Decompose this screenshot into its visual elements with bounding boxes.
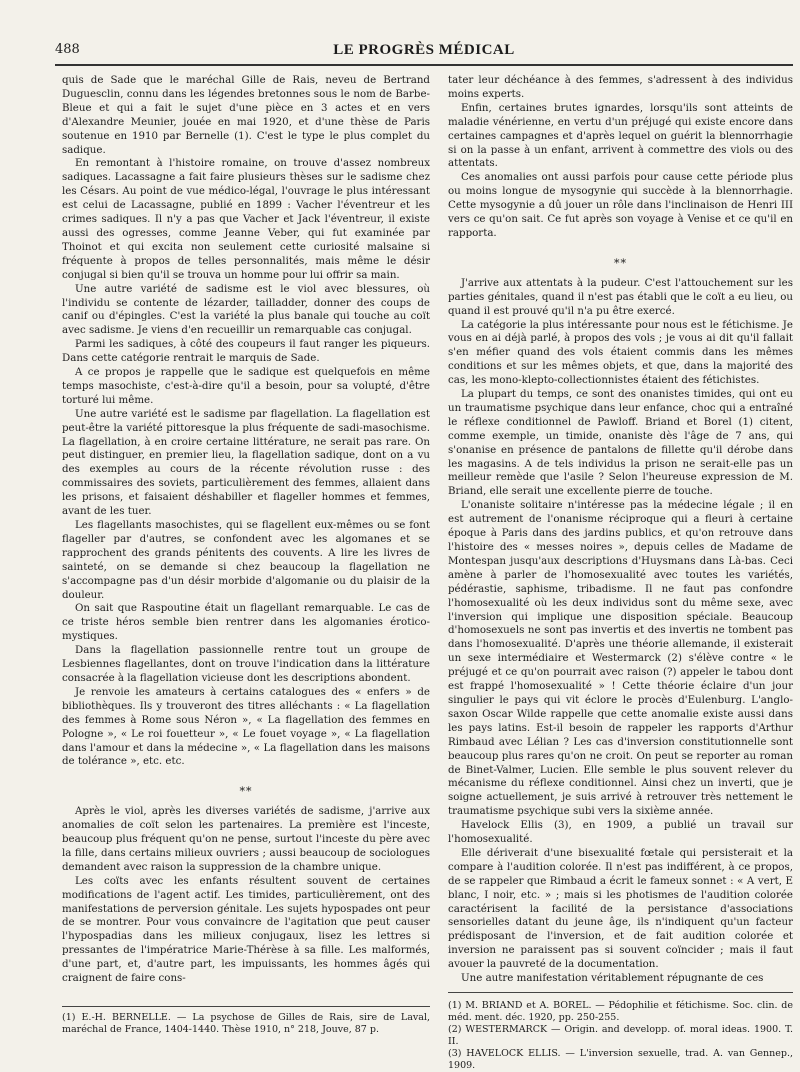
right-column <box>448 74 793 986</box>
paragraph: Je renvoie les amateurs à certains catalogues des « enfers » de bibliothèques. Ils y trouveront des titres alléchants : « La flagellation des femmes à Rome sous Néron », « La flagellation des femmes en Pologne », « Le roi fouetteur », « Le fouet voyage », « La flagellation dans l'amour et dans la médecine », « La flagellation dans les maisons de tolérance », etc. etc. <box>62 685 430 768</box>
header-rule <box>55 64 793 66</box>
paragraph: Dans la flagellation passionnelle rentre tout un groupe de Lesbiennes flagellantes, dont on trouve l'indication dans la littérature consacrée à la flagellation vicieuse dont les descriptions abondent. <box>62 644 430 684</box>
journal-title: LE PROGRÈS MÉDICAL <box>333 42 515 58</box>
paragraph: Havelock Ellis (3), en 1909, a publié un travail sur l'homosexualité. <box>448 819 793 846</box>
paragraph: A ce propos je rappelle que le sadique est quelquefois en même temps masochiste, c'est-à-dire qu'il a besoin, pour sa volupté, d'être torturé lui même. <box>62 366 430 406</box>
paragraph: L'onaniste solitaire n'intéresse pas la médecine légale ; il en est autrement de l'onanisme réciproque qui a fleuri à certaine époque à Paris dans des jardins publics, et qu'on retrouve dans l'histoire des « messes noires », depuis celles de Madame de Montespan jusqu'aux descriptions d'Huysmans dans Là-bas. Ceci amène à parler de l'homosexualité avec toutes les variétés, pédérastie, saphisme, tribadisme. Il ne faut pas confondre l'homosexualité où les deux individus sont du même sexe, avec l'inversion qui implique une disposition spéciale. Beaucoup d'homosexuels ne sont pas invertis et des invertis ne tombent pas dans l'homosexualité. D'après une théorie allemande, il existerait un sexe intermédiaire et Westermarck (2) s'élève contre « le préjugé et ce qu'on pourrait avec raison (?) appeler le tabou dont est frappé l'homosexualité » ! Cette théorie éclaire d'un jour singulier le pays qui vit éclore le procès d'Eulenburg. L'anglo-saxon Oscar Wilde rappelle que cette anomalie existe aussi dans les pays latins. Est-il besoin de rappeler les rapports d'Arthur Rimbaud avec Lélian ? Les cas d'inversion constitutionnelle sont beaucoup plus rares qu'on ne croit. On peut se reporter au roman de Binet-Valmer, Lucien. Elle semble le plus souvent relever du mécanisme du réflexe conditionnel. Ainsi chez un inverti, que je soigne actuellement, je suis arrivé à retrouver très nettement le traumatisme psychique subi vers la sixième année. <box>448 499 793 818</box>
paragraph: J'arrive aux attentats à la pudeur. C'est l'attouchement sur les parties génitales, quand il n'est pas établi que le coït a eu lieu, ou quand il est prouvé qu'il n'a pu être exercé. <box>448 276 793 317</box>
section-separator: ⁎⁎ <box>614 252 627 266</box>
footnote: (1) M. BRIAND et A. BOREL. — Pédophilie et fétichisme. Soc. clin. de méd. ment. déc. 1920, pp. 250-255. <box>448 1000 793 1023</box>
paragraph: Une autre variété de sadisme est le viol avec blessures, où l'individu se contente de lézarder, tailladder, donner des coups de canif ou d'épingles. C'est la variété la plus banale qui touche au coït avec sadisme. Je viens d'en recueillir un remarquable cas conjugal. <box>62 282 430 337</box>
section-separator: ⁎⁎ <box>239 781 253 795</box>
paragraph: Les coïts avec les enfants résultent souvent de certaines modifications de l'agent actif. Les timides, particulièrement, ont des manifestations de perversion génitale. Les sujets hypospades ont peur de se montrer. Pour vous convaincre de l'agitation que peut causer l'hypospadias dans les milieux conjugaux, lisez les lettres si pressantes de l'impératrice Marie-Thérèse à sa fille. Les malformés, d'une part, et, d'autre part, les impuissants, les hommes âgés qui craignent de faire cons- <box>62 874 430 985</box>
paragraph: La catégorie la plus intéressante pour nous est le fétichisme. Je vous en ai déjà parlé, à propos des vols ; je vous ai dit qu'il fallait s'en méfier quand des vols étaient commis dans les mêmes conditions et sur les mêmes objets, et que, dans la majorité des cas, les mono-klepto-collectionnistes étaient des fétichistes. <box>448 318 793 387</box>
footnotes-left <box>62 1012 430 1036</box>
footnote: (2) WESTERMARCK — Origin. and developp. of. moral ideas. 1900. T. II. <box>448 1024 793 1047</box>
paragraph: Ces anomalies ont aussi parfois pour cause cette période plus ou moins longue de mysogynie qui succède à la blennorrhagie. Cette mysogynie a dû jouer un rôle dans l'inclinaison de Henri III vers ce qu'on sait. Ce fut après son voyage à Venise et ce qu'il en rapporta. <box>448 171 793 239</box>
paragraph: Parmi les sadiques, à côté des coupeurs il faut ranger les piqueurs. Dans cette catégorie rentrait le marquis de Sade. <box>62 338 430 365</box>
paragraph: Elle dériverait d'une bisexualité fœtale qui persisterait et la compare à l'audition colorée. Il n'est pas indifférent, à ce propos, de se rappeler que Rimbaud a écrit le fameux sonnet : « A vert, E blanc, I noir, etc. » ; mais si les photismes de l'audition colorée caractérisent la facilité de la persistance d'associations sensorielles datant du jeune âge, ils n'indiquent qu'un facteur prédisposant de l'inversion, et de fait audition colorée et inversion ne paraissent pas si souvent coïncider ; mais il faut avouer la pauvreté de la documentation. <box>448 846 793 971</box>
page-header <box>55 42 793 64</box>
paragraph: La plupart du temps, ce sont des onanistes timides, qui ont eu un traumatisme psychique dans leur enfance, choc qui a entraîné le réflexe conditionnel de Pawloff. Briand et Borel (1) citent, comme exemple, un timide, onaniste dès l'âge de 7 ans, qui s'onanise en présence de pantalons de fillette qu'il dérobe dans les magasins. A de tels individus la prison ne serait-elle pas un meilleur remède que l'asile ? Selon l'heureuse expression de M. Briand, elle serait une excellente pierre de touche. <box>448 388 793 498</box>
footnote-rule <box>448 992 793 993</box>
paragraph: Une autre variété est le sadisme par flagellation. La flagellation est peut-être la variété pittoresque la plus fréquente de sadi-masochisme. La flagellation, à en croire certaine littérature, ne serait pas rare. On peut distinguer, en premier lieu, la flagellation sadique, dont on a vu des exemples au cours de la récente révolution russe : des commissaires des soviets, particulièrement des femmes, allaient dans les prisons, et faisaient déshabiller et flageller hommes et femmes, avant de les tuer. <box>62 407 430 518</box>
paragraph: tater leur déchéance à des femmes, s'adressent à des individus moins experts. <box>448 74 793 100</box>
page-number: 488 <box>55 42 80 57</box>
paragraph: Les flagellants masochistes, qui se flagellent eux-mêmes ou se font flageller par d'autres, se confondent avec les algomanes et se rapprochent des grands pénitents des couvents. A lire les livres de sainteté, on se demande si chez beaucoup la flagellation ne s'accompagne pas d'un désir morbide d'algomanie ou du plaisir de la douleur. <box>62 519 430 601</box>
paragraph: quis de Sade que le maréchal Gille de Rais, neveu de Bertrand Duguesclin, connu dans les légendes bretonnes sous le nom de Barbe-Bleue et qui a fait le sujet d'une pièce en 3 actes et en vers d'Alexandre Meunier, jouée en mai 1920, et d'une thèse de Paris soutenue en 1910 par Bernelle (1). C'est le type le plus complet du sadique. <box>62 74 430 156</box>
left-column <box>62 74 430 986</box>
footnote: (1) E.-H. BERNELLE. — La psychose de Gilles de Rais, sire de Laval, maréchal de France, 1404-1440. Thèse 1910, n° 218, Jouve, 87 p. <box>62 1012 430 1035</box>
paragraph: Enfin, certaines brutes ignardes, lorsqu'ils sont atteints de maladie vénérienne, en vertu d'un préjugé qui existe encore dans certaines campagnes et d'après lequel on guérit la blennorrhagie si on la passe à un enfant, arrivent à commettre des viols ou des attentats. <box>448 101 793 170</box>
paragraph: En remontant à l'histoire romaine, on trouve d'assez nombreux sadiques. Lacassagne a fait faire plusieurs thèses sur le sadisme chez les Césars. Au point de vue médico-légal, l'ouvrage le plus intéressant est celui de Lacassagne, publié en 1899 : Vacher l'éventreur et les crimes sadiques. Il n'y a pas que Vacher et Jack l'éventreur, il existe aussi des ogresses, comme Jeanne Veber, qui fut examinée par Thoinot et qui excita non seulement cette curiosité malsaine si fréquente à propos de telles personnalités, mais même le désir conjugal si bien qu'il se trouva un homme pour lui offrir sa main. <box>62 157 430 281</box>
footnotes-right <box>448 1000 793 1072</box>
paragraph: Une autre manifestation véritablement répugnante de ces <box>461 972 764 985</box>
footnote-rule <box>62 1006 430 1007</box>
paragraph: On sait que Raspoutine était un flagellant remarquable. Le cas de ce triste héros semble bien rentrer dans les algomanies érotico-mystiques. <box>62 602 430 643</box>
paragraph: Après le viol, après les diverses variétés de sadisme, j'arrive aux anomalies de coït selon les partenaires. La première est l'inceste, beaucoup plus fréquent qu'on ne pense, surtout l'inceste du père avec la fille, dans certains milieux ouvriers ; aussi beaucoup de sociologues demandent avec raison la suppression de la chambre unique. <box>62 805 430 873</box>
footnote: (3) HAVELOCK ELLIS. — L'inversion sexuelle, trad. A. van Gennep., 1909. <box>448 1048 793 1071</box>
